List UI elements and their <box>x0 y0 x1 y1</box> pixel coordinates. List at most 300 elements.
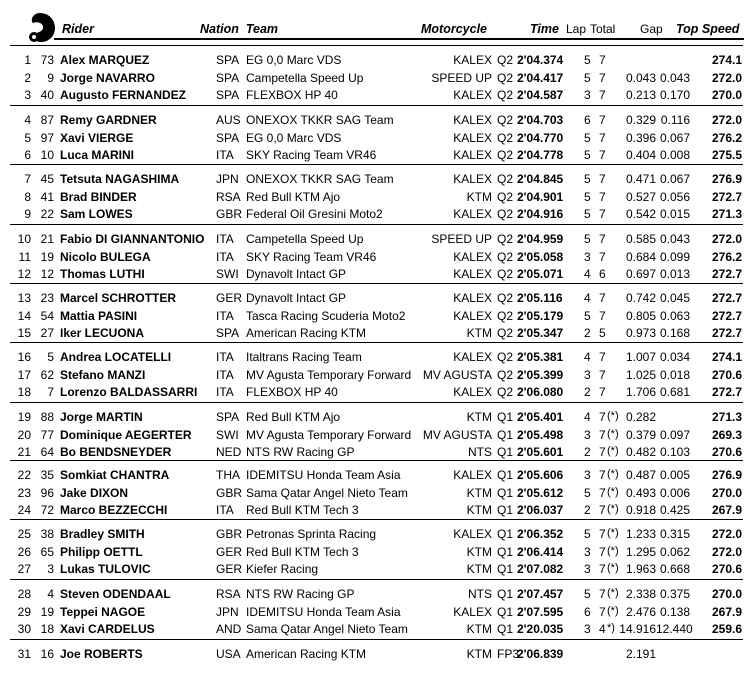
row-position: 10 <box>17 232 31 246</box>
rider-number: 62 <box>40 367 54 382</box>
lap-time: 2'04.845 <box>517 172 564 186</box>
note-flag: (*) <box>607 410 619 422</box>
rider-number: 16 <box>40 647 54 661</box>
rider-name: Stefano MANZI <box>60 367 146 382</box>
row-position: 19 <box>17 410 31 424</box>
rider-name: Bradley SMITH <box>60 527 145 541</box>
gap-to-previous: 0.168 <box>659 326 690 340</box>
gap-to-previous: 0.056 <box>659 189 690 204</box>
table-row <box>8 146 743 163</box>
total-laps: 7 <box>599 427 606 442</box>
session: Q2 <box>497 267 514 281</box>
best-lap: 3 <box>584 622 591 636</box>
top-speed: 270.6 <box>711 562 742 576</box>
table-row <box>8 443 743 460</box>
gap-to-previous: 0.043 <box>659 232 690 246</box>
lap-time: 2'05.401 <box>517 410 564 424</box>
lap-time: 2'06.414 <box>517 544 564 559</box>
total-laps: 6 <box>599 267 606 281</box>
team-name: Red Bull KTM Tech 3 <box>246 544 359 559</box>
nation-code: SPA <box>216 70 240 85</box>
gap-to-first: 0.527 <box>625 189 656 204</box>
team-name: NTS RW Racing GP <box>246 445 355 459</box>
session: Q2 <box>497 172 514 186</box>
nation-code: JPN <box>216 604 239 619</box>
top-speed: 272.7 <box>711 385 742 399</box>
gap-to-previous: 0.067 <box>659 172 690 186</box>
rider-heading: Rider <box>62 22 94 36</box>
gap-to-previous: 0.138 <box>659 604 690 619</box>
table-row <box>8 426 743 443</box>
row-position: 11 <box>18 249 31 264</box>
lap-time: 2'06.080 <box>517 385 564 399</box>
gap-to-previous: 0.099 <box>659 249 690 264</box>
motorcycle: SPEED UP <box>431 232 492 246</box>
nation-code: SWI <box>216 427 239 442</box>
rider-number: 64 <box>40 445 54 459</box>
rider-number: 27 <box>40 326 54 340</box>
gap-to-first: 0.404 <box>625 148 656 162</box>
nation-code: ITA <box>216 385 234 399</box>
rider-name: Andrea LOCATELLI <box>60 350 172 364</box>
top-speed: 272.0 <box>711 232 742 246</box>
rider-name: Fabio DI GIANNANTONIO <box>60 232 205 246</box>
session: Q2 <box>497 148 514 162</box>
gap-to-previous: 0.116 <box>660 113 690 127</box>
team-name: Kiefer Racing <box>246 562 319 576</box>
row-position: 15 <box>17 326 31 340</box>
total-laps: 7 <box>599 385 606 399</box>
best-lap: 6 <box>584 113 591 127</box>
team-name: IDEMITSU Honda Team Asia <box>246 604 401 619</box>
motorcycle: NTS <box>468 445 492 459</box>
session: Q2 <box>497 326 514 340</box>
rider-name: Jorge NAVARRO <box>60 70 155 85</box>
row-position: 22 <box>17 468 31 482</box>
session: Q2 <box>497 367 514 382</box>
top-speed: 270.6 <box>711 367 742 382</box>
gap-to-previous: 0.015 <box>659 207 690 221</box>
team-name: SKY Racing Team VR46 <box>246 148 377 162</box>
nation-code: THA <box>216 468 240 482</box>
row-position: 24 <box>17 503 31 517</box>
nation-code: ITA <box>216 232 234 246</box>
session: Q1 <box>497 503 514 517</box>
session: Q2 <box>497 308 514 323</box>
session: Q2 <box>497 385 514 399</box>
top-speed-heading: Top Speed <box>676 22 740 36</box>
best-lap: 5 <box>584 587 591 601</box>
row-position: 26 <box>17 544 31 559</box>
gap-to-previous: 0.006 <box>659 485 690 500</box>
nation-code: GBR <box>216 207 243 221</box>
best-lap: 5 <box>584 148 591 162</box>
session: Q2 <box>497 113 514 127</box>
best-lap: 5 <box>584 232 591 246</box>
lap-time: 2'05.071 <box>517 267 564 281</box>
gap-to-first: 1.706 <box>625 385 656 399</box>
motorcycle: KTM <box>466 622 492 636</box>
lap-time: 2'07.457 <box>517 587 564 601</box>
total-laps: 7 <box>599 308 606 323</box>
team-name: FLEXBOX HP 40 <box>246 385 338 399</box>
best-lap: 2 <box>584 445 591 459</box>
gap-to-first: 0.805 <box>625 308 656 323</box>
team-name: MV Agusta Temporary Forward <box>246 367 412 382</box>
rider-number: 38 <box>40 527 54 541</box>
rider-number: 65 <box>40 544 54 559</box>
session: Q2 <box>497 249 514 264</box>
nation-code: SPA <box>216 410 240 424</box>
lap-time: 2'05.116 <box>517 291 563 305</box>
table-row <box>8 466 743 483</box>
total-laps: 7 <box>599 544 606 559</box>
gap-to-previous: 0.668 <box>659 562 690 576</box>
note-flag: (*) <box>607 587 619 599</box>
total-laps: 4 <box>599 622 606 636</box>
note-flag: (*) <box>607 544 619 557</box>
total-laps: 5 <box>599 326 606 340</box>
rider-number: 45 <box>40 172 54 186</box>
nation-code: GER <box>216 562 243 576</box>
row-position: 18 <box>17 385 31 399</box>
total-laps: 7 <box>599 88 606 102</box>
rider-name: Teppei NAGOE <box>60 604 146 619</box>
rider-name: Iker LECUONA <box>60 326 145 340</box>
lap-time: 2'05.399 <box>517 367 564 382</box>
session: Q2 <box>497 130 514 145</box>
motorcycle: KALEX <box>453 527 492 541</box>
total-laps: 7 <box>599 410 606 424</box>
best-lap: 4 <box>584 291 591 305</box>
table-row <box>8 585 743 602</box>
motorcycle: KALEX <box>453 267 492 281</box>
nation-code: USA <box>216 647 241 661</box>
top-speed: 271.3 <box>711 207 742 221</box>
nation-code: SPA <box>216 53 240 67</box>
nation-code: ITA <box>216 350 234 364</box>
top-speed: 270.0 <box>711 485 742 500</box>
rider-name: Philipp OETTL <box>60 544 143 559</box>
rider-name: Sam LOWES <box>60 207 133 221</box>
gap-to-first: 0.379 <box>625 427 656 442</box>
team-name: Federal Oil Gresini Moto2 <box>246 207 383 221</box>
table-row <box>8 129 743 146</box>
total-laps: 7 <box>599 291 606 305</box>
lap-time: 2'05.058 <box>517 249 564 264</box>
group-divider <box>10 45 743 46</box>
note-flag: (*) <box>607 485 619 498</box>
best-lap: 3 <box>584 468 591 482</box>
gap-to-first: 1.233 <box>625 527 656 541</box>
total-laps: 7 <box>599 207 606 221</box>
top-speed: 267.9 <box>711 604 742 619</box>
table-row <box>8 188 743 205</box>
lap-time: 2'04.374 <box>517 53 564 67</box>
rider-name: Marco BEZZECCHI <box>60 503 168 517</box>
best-lap: 5 <box>584 527 591 541</box>
best-lap: 5 <box>584 207 591 221</box>
gap-to-first: 0.043 <box>625 70 656 85</box>
motorcycle-rider-icon <box>22 9 58 45</box>
lap-time: 2'06.037 <box>517 503 564 517</box>
team-name: Campetella Speed Up <box>246 232 364 246</box>
session: Q2 <box>497 88 514 102</box>
rider-name: Steven ODENDAAL <box>60 587 171 601</box>
top-speed: 270.6 <box>711 445 742 459</box>
gap-to-previous: 0.062 <box>659 544 690 559</box>
top-speed: 272.0 <box>711 113 742 127</box>
rider-number: 96 <box>40 485 54 500</box>
row-position: 29 <box>17 604 31 619</box>
motorcycle: KTM <box>466 189 492 204</box>
table-row <box>8 307 743 324</box>
nation-team-heading: Nation Team <box>200 22 279 36</box>
rider-number: 87 <box>40 113 54 127</box>
row-position: 6 <box>24 148 31 162</box>
table-row <box>8 501 743 518</box>
rider-name: Lukas TULOVIC <box>60 562 151 576</box>
top-speed: 272.7 <box>711 291 742 305</box>
session: Q1 <box>497 587 514 601</box>
nation-code: RSA <box>216 587 241 601</box>
gap-to-first: 0.697 <box>625 267 656 281</box>
gap-to-previous: 0.375 <box>659 587 690 601</box>
session: Q2 <box>497 53 514 67</box>
total-laps: 7 <box>599 468 606 482</box>
group-divider <box>10 579 743 580</box>
gap-to-first: 0.742 <box>625 291 656 305</box>
motorcycle: KTM <box>466 410 492 424</box>
motorcycle: KTM <box>466 326 492 340</box>
row-position: 14 <box>17 308 31 323</box>
nation-code: AND <box>216 622 242 636</box>
lap-heading: Lap <box>566 22 587 36</box>
group-divider <box>10 639 743 640</box>
table-row <box>8 543 743 560</box>
table-row <box>8 645 743 662</box>
gap-to-first: 0.396 <box>625 130 656 145</box>
team-name: Dynavolt Intact GP <box>246 291 347 305</box>
lap-time: 2'05.612 <box>517 485 564 500</box>
motorcycle: KTM <box>466 544 492 559</box>
gap-to-previous: 0.005 <box>659 468 690 482</box>
team-name: EG 0,0 Marc VDS <box>246 130 342 145</box>
gap-to-previous: 0.681 <box>659 385 690 399</box>
rider-number: 9 <box>47 70 54 85</box>
table-row <box>8 620 743 637</box>
row-position: 9 <box>24 207 31 221</box>
top-speed: 276.9 <box>711 172 742 186</box>
rider-name: Brad BINDER <box>60 189 137 204</box>
gap-to-previous: 0.097 <box>659 427 690 442</box>
note-flag: (*) <box>607 604 619 617</box>
total-laps: 7 <box>599 527 606 541</box>
motorcycle: KTM <box>466 562 492 576</box>
table-row <box>8 289 743 306</box>
top-speed: 276.2 <box>711 130 742 145</box>
team-name: American Racing KTM <box>246 647 367 661</box>
table-row <box>8 265 743 282</box>
gap-to-first: 2.338 <box>625 587 656 601</box>
rider-name: Jorge MARTIN <box>60 410 143 424</box>
rider-name: Thomas LUTHI <box>60 267 145 281</box>
table-row <box>8 383 743 400</box>
best-lap: 3 <box>584 249 591 264</box>
gap-to-first: 1.007 <box>625 350 656 364</box>
note-flag: (*) <box>607 562 619 574</box>
top-speed: 274.1 <box>711 53 742 67</box>
session: Q1 <box>497 445 514 459</box>
row-position: 23 <box>17 485 31 500</box>
rider-number: 19 <box>40 604 54 619</box>
header-rule <box>54 38 744 40</box>
total-laps: 7 <box>599 232 606 246</box>
rider-number: 35 <box>40 468 54 482</box>
nation-code: ITA <box>216 148 234 162</box>
rider-number: 22 <box>40 207 54 221</box>
row-position: 5 <box>24 130 31 145</box>
total-laps: 7 <box>599 53 606 67</box>
top-speed: 272.0 <box>711 544 742 559</box>
gap-to-first: 0.585 <box>625 232 656 246</box>
group-divider <box>10 519 743 520</box>
rider-name: Jake DIXON <box>60 485 129 500</box>
total-laps: 7 <box>599 189 606 204</box>
nation-code: SPA <box>216 130 240 145</box>
rider-name: Marcel SCHROTTER <box>60 291 177 305</box>
rider-name: Remy GARDNER <box>60 113 157 127</box>
gap-to-first: 2.191 <box>625 647 656 661</box>
gap-to-previous: 12.440 <box>656 622 693 636</box>
team-name: American Racing KTM <box>246 326 367 340</box>
top-speed: 276.9 <box>711 468 742 482</box>
motorcycle: KALEX <box>453 53 492 67</box>
nation-code: ITA <box>216 367 234 382</box>
motorcycle: KALEX <box>453 113 492 127</box>
row-position: 16 <box>17 350 31 364</box>
row-position: 17 <box>17 367 31 382</box>
motorcycle-heading: Motorcycle <box>421 22 487 36</box>
team-name: Red Bull KTM Tech 3 <box>246 503 359 517</box>
lap-time: 2'05.601 <box>517 445 564 459</box>
gap-to-first: 1.025 <box>625 367 656 382</box>
session: Q1 <box>497 427 514 442</box>
row-position: 31 <box>17 647 31 661</box>
group-divider <box>10 283 743 284</box>
lap-time: 2'07.082 <box>517 562 564 576</box>
lap-time: 2'05.498 <box>517 427 564 442</box>
row-position: 3 <box>24 88 31 102</box>
motorcycle: KALEX <box>453 468 492 482</box>
team-name: IDEMITSU Honda Team Asia <box>246 468 401 482</box>
session: Q1 <box>497 544 514 559</box>
group-divider <box>10 164 743 165</box>
table-row <box>8 366 743 383</box>
motorcycle: KTM <box>466 647 492 661</box>
lap-time: 2'05.381 <box>517 350 564 364</box>
group-divider <box>10 105 743 106</box>
nation-code: GER <box>216 544 243 559</box>
session: Q2 <box>497 232 514 246</box>
note-flag: (*) <box>607 503 619 515</box>
motorcycle: KTM <box>466 485 492 500</box>
best-lap: 5 <box>584 485 591 500</box>
gap-to-first: 0.282 <box>625 410 656 424</box>
best-lap: 2 <box>584 385 591 399</box>
gap-to-first: 14.916 <box>619 622 656 636</box>
lap-time: 2'04.703 <box>517 113 564 127</box>
gap-to-previous: 0.013 <box>659 267 690 281</box>
gap-to-first: 0.684 <box>625 249 656 264</box>
team-name: ONEXOX TKKR SAG Team <box>246 172 394 186</box>
gap-to-previous: 0.063 <box>659 308 690 323</box>
team-name: Tasca Racing Scuderia Moto2 <box>246 308 406 323</box>
table-row <box>8 484 743 501</box>
nation-code: JPN <box>216 172 239 186</box>
rider-number: 23 <box>40 291 54 305</box>
total-laps: 7 <box>599 604 606 619</box>
rider-number: 12 <box>40 267 54 281</box>
gap-to-previous: 0.315 <box>659 527 690 541</box>
motorcycle: KALEX <box>453 308 492 323</box>
gap-to-first: 1.295 <box>625 544 656 559</box>
lap-time: 2'05.347 <box>517 326 564 340</box>
gap-to-previous: 0.043 <box>659 70 690 85</box>
table-row <box>8 69 743 86</box>
table-row <box>8 248 743 265</box>
best-lap: 3 <box>584 427 591 442</box>
total-laps: 7 <box>599 113 606 127</box>
nation-code: GBR <box>216 485 243 500</box>
team-name: SKY Racing Team VR46 <box>246 249 377 264</box>
gap-to-previous: 0.034 <box>659 350 690 364</box>
session: Q2 <box>497 207 514 221</box>
rider-number: 40 <box>40 88 54 102</box>
motorcycle: KALEX <box>453 604 492 619</box>
session: Q1 <box>497 604 514 619</box>
row-position: 13 <box>17 291 31 305</box>
team-name: Dynavolt Intact GP <box>246 267 347 281</box>
nation-code: GER <box>216 291 243 305</box>
gap-to-previous: 0.067 <box>659 130 690 145</box>
rider-name: Nicolo BULEGA <box>60 249 151 264</box>
total-laps: 7 <box>599 249 606 264</box>
rider-number: 4 <box>47 587 54 601</box>
lap-time: 2'04.901 <box>517 189 564 204</box>
session: Q1 <box>497 562 514 576</box>
rider-number: 5 <box>47 350 54 364</box>
lap-time: 2'04.417 <box>517 70 564 85</box>
nation-code: RSA <box>216 189 241 204</box>
total-laps: 7 <box>599 445 606 459</box>
session: FP3 <box>497 647 520 661</box>
table-row <box>8 230 743 247</box>
best-lap: 4 <box>584 350 591 364</box>
top-speed: 274.1 <box>711 350 742 364</box>
best-lap: 3 <box>584 544 591 559</box>
table-row <box>8 603 743 620</box>
team-name: FLEXBOX HP 40 <box>246 88 338 102</box>
top-speed: 272.7 <box>711 267 742 281</box>
motorcycle: SPEED UP <box>431 70 492 85</box>
lap-time: 2'06.839 <box>517 647 564 661</box>
session: Q2 <box>497 291 514 305</box>
row-position: 21 <box>17 445 31 459</box>
note-flag: (*) <box>607 527 619 539</box>
rider-number: 88 <box>40 410 54 424</box>
note-flag: (*) <box>607 427 619 440</box>
